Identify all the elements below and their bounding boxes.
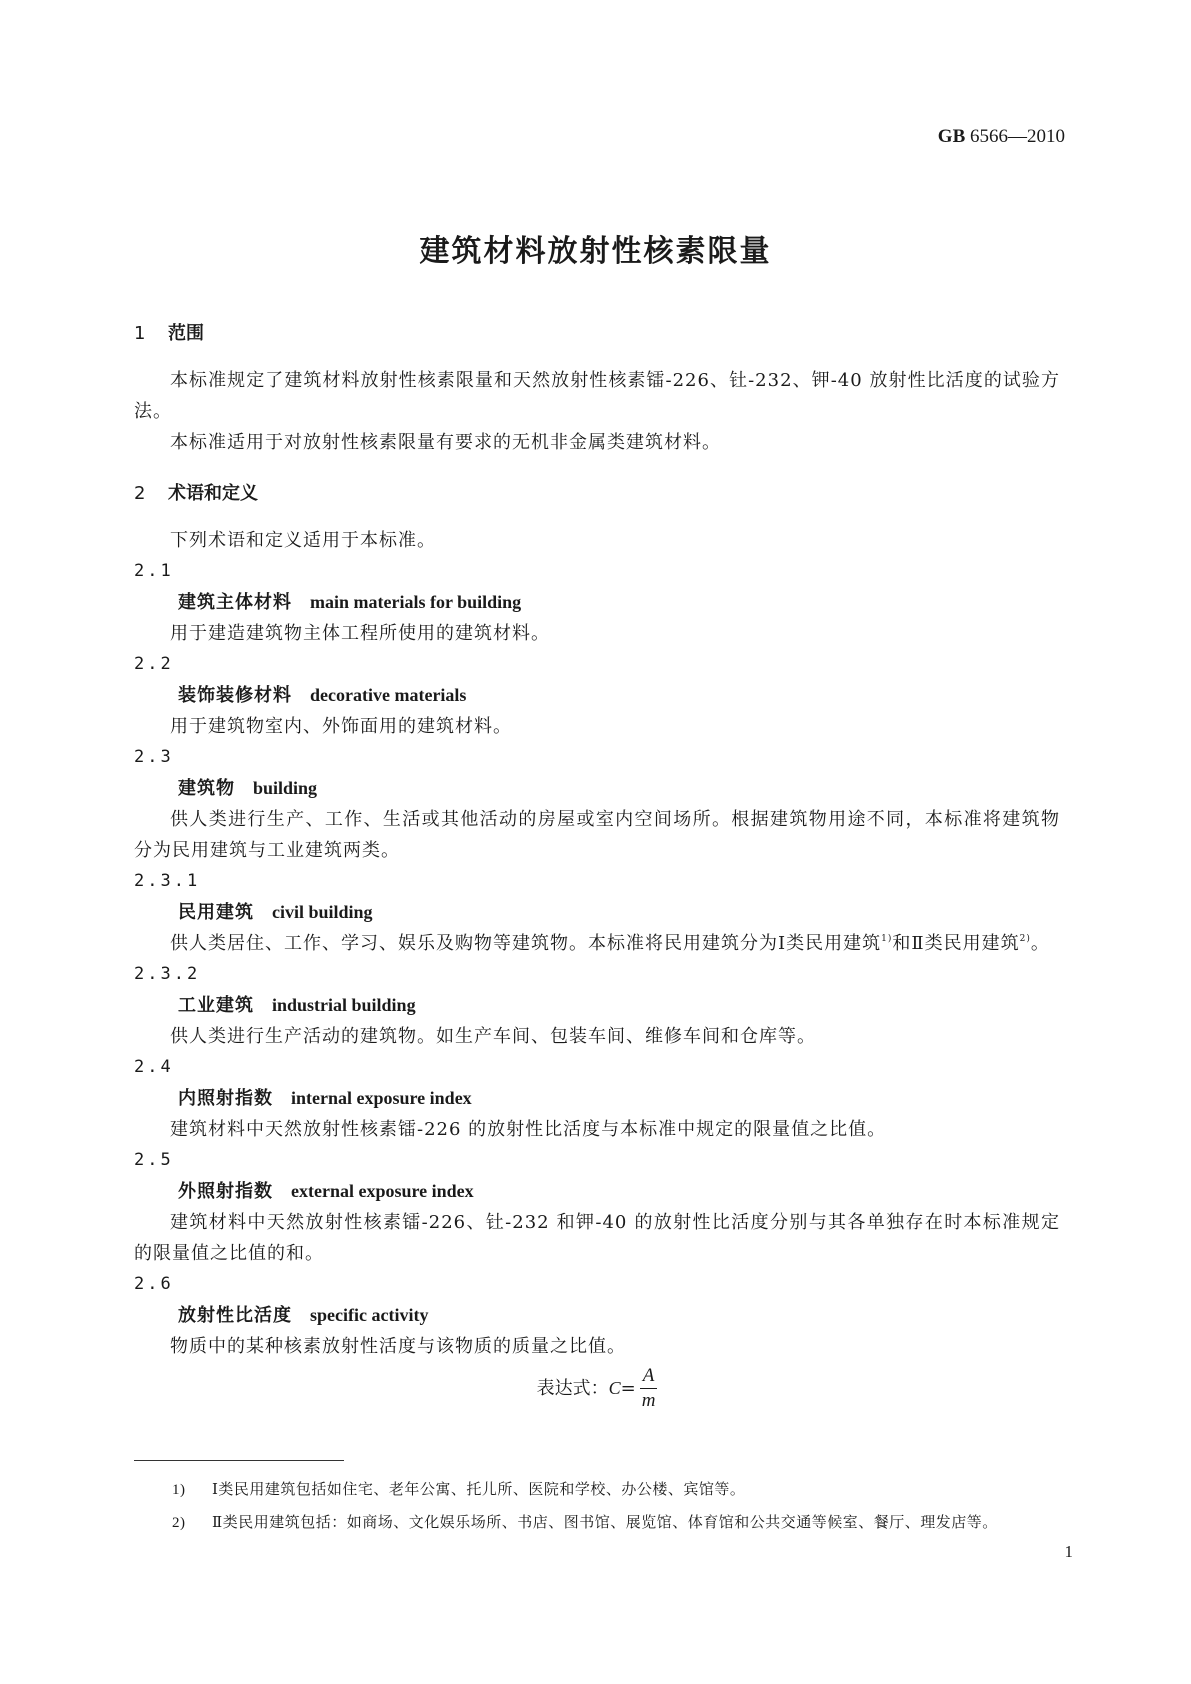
term-definition: 用于建筑物室内、外饰面用的建筑材料。 xyxy=(170,716,512,737)
term-entry xyxy=(134,990,1060,1021)
term-definition: 物质中的某种核素放射性活度与该物质的质量之比值。 xyxy=(170,1336,626,1357)
term-chinese: 工业建筑 xyxy=(178,995,254,1016)
definition-text: 供人类居住、工作、学习、娱乐及购物等建筑物。本标准将民用建筑分为Ⅰ类民用建筑 xyxy=(170,933,882,954)
formula xyxy=(134,1364,1060,1422)
formula-denominator: m xyxy=(641,1390,656,1411)
term-number: 2.3.1 xyxy=(134,871,201,891)
section-title: 范围 xyxy=(168,323,204,344)
formula-fraction xyxy=(640,1364,658,1413)
term-number: 2.3.2 xyxy=(134,964,201,984)
scope-paragraph-2: 本标准适用于对放射性核素限量有要求的无机非金属类建筑材料。 xyxy=(170,432,721,453)
term-number: 2.1 xyxy=(134,561,174,581)
term-number: 2.3 xyxy=(134,747,174,767)
definition-text: 。 xyxy=(1030,933,1050,954)
terms-intro: 下列术语和定义适用于本标准。 xyxy=(170,530,436,551)
term-number: 2.2 xyxy=(134,654,174,674)
footnote-1 xyxy=(172,1473,1072,1506)
term-english: industrial building xyxy=(272,995,416,1015)
scope-paragraph-1: 本标准规定了建筑材料放射性核素限量和天然放射性核素镭-226、钍-232、钾-40 放射性比活度的试验方法。 xyxy=(134,370,1060,422)
term-definition: 用于建造建筑物主体工程所使用的建筑材料。 xyxy=(170,623,550,644)
term-chinese: 建筑物 xyxy=(178,778,235,799)
term-definition xyxy=(134,928,1060,959)
footnote-ref-1[interactable]: 1) xyxy=(881,934,893,944)
section-number: 2 xyxy=(134,483,146,504)
term-chinese: 装饰装修材料 xyxy=(178,685,292,706)
term-entry xyxy=(134,587,1060,618)
footnote-mark: 1) xyxy=(172,1482,186,1498)
term-entry xyxy=(134,1176,1060,1207)
footnote-text: Ⅰ类民用建筑包括如住宅、老年公寓、托儿所、医院和学校、办公楼、宾馆等。 xyxy=(212,1480,746,1498)
term-english: civil building xyxy=(272,902,373,922)
term-entry xyxy=(134,897,1060,928)
term-number: 2.4 xyxy=(134,1057,174,1077)
term-entry xyxy=(134,773,1060,804)
term-english: building xyxy=(253,778,318,798)
footnote-2 xyxy=(172,1506,1072,1539)
term-chinese: 民用建筑 xyxy=(178,902,254,923)
footnotes xyxy=(172,1473,1072,1539)
term-entry xyxy=(134,1083,1060,1114)
footnote-text: Ⅱ类民用建筑包括：如商场、文化娱乐场所、书店、图书馆、展览馆、体育馆和公共交通等候室、餐厅、理发店等。 xyxy=(212,1513,998,1531)
formula-lhs: C xyxy=(608,1378,621,1398)
section-2-heading xyxy=(134,478,1060,509)
term-chinese: 外照射指数 xyxy=(178,1181,273,1202)
term-chinese: 建筑主体材料 xyxy=(178,592,292,613)
footnote-mark: 2) xyxy=(172,1515,186,1531)
term-definition: 供人类进行生产、工作、生活或其他活动的房屋或室内空间场所。根据建筑物用途不同，本标准将建筑物分为民用建筑与工业建筑两类。 xyxy=(134,809,1060,861)
formula-label: 表达式： xyxy=(536,1378,609,1399)
definition-text: 和Ⅱ类民用建筑 xyxy=(892,933,1020,954)
term-definition: 建筑材料中天然放射性核素镭-226 的放射性比活度与本标准中规定的限量值之比值。 xyxy=(170,1119,887,1140)
section-1-heading xyxy=(134,318,1060,349)
standard-code xyxy=(938,126,1065,148)
footnote-ref-2[interactable]: 2) xyxy=(1019,934,1031,944)
term-english: internal exposure index xyxy=(291,1088,472,1108)
standard-number: 6566—2010 xyxy=(970,126,1065,147)
term-definition: 供人类进行生产活动的建筑物。如生产车间、包装车间、维修车间和仓库等。 xyxy=(170,1026,816,1047)
term-english: specific activity xyxy=(310,1305,429,1325)
term-english: decorative materials xyxy=(310,685,467,705)
term-english: main materials for building xyxy=(310,592,522,612)
document-body xyxy=(134,318,1060,1422)
term-chinese: 放射性比活度 xyxy=(178,1305,292,1326)
term-chinese: 内照射指数 xyxy=(178,1088,273,1109)
term-english: external exposure index xyxy=(291,1181,474,1201)
term-definition: 建筑材料中天然放射性核素镭-226、钍-232 和钾-40 的放射性比活度分别与其各单独存在时本标准规定的限量值之比值的和。 xyxy=(134,1212,1060,1264)
formula-numerator: A xyxy=(640,1364,658,1389)
term-entry xyxy=(134,680,1060,711)
formula-equals: = xyxy=(620,1378,636,1399)
section-number: 1 xyxy=(134,323,146,344)
term-entry xyxy=(134,1300,1060,1331)
section-title: 术语和定义 xyxy=(168,483,258,504)
term-number: 2.6 xyxy=(134,1274,174,1294)
standard-prefix: GB xyxy=(937,126,966,147)
document-title: 建筑材料放射性核素限量 xyxy=(419,234,772,269)
term-number: 2.5 xyxy=(134,1150,174,1170)
page-number: 1 xyxy=(1064,1542,1073,1561)
footnote-divider xyxy=(134,1460,344,1461)
